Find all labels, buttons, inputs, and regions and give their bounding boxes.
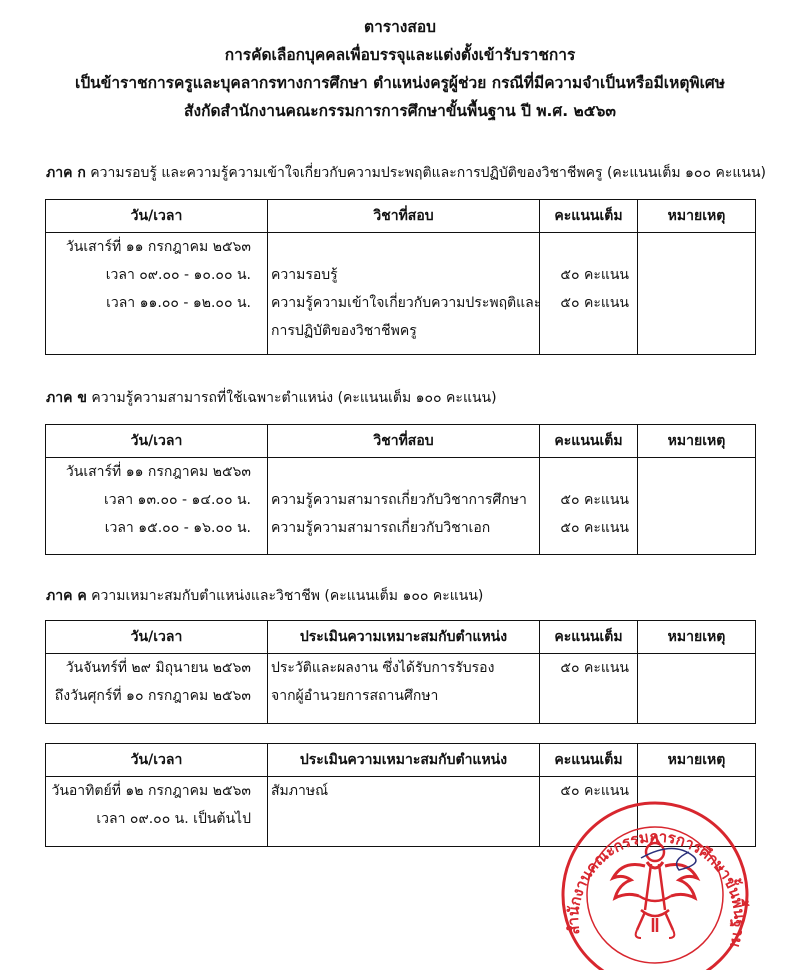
exam-time: เวลา ๐๙.๐๐ น. เป็นต้นไป [96, 811, 251, 827]
exam-time: เวลา ๑๕.๐๐ - ๑๖.๐๐ น. [104, 520, 251, 536]
part-c-table-portfolio [45, 620, 756, 724]
score-value: ๕๐ คะแนน [560, 783, 629, 799]
exam-date: ถึงวันศุกร์ที่ ๑๐ กรกฎาคม ๒๕๖๓ [54, 688, 251, 704]
header-full-score: คะแนนเต็ม [540, 621, 638, 654]
exam-date: วันเสาร์ที่ ๑๑ กรกฎาคม ๒๕๖๓ [65, 239, 251, 255]
assessment-item: สัมภาษณ์ [271, 783, 329, 799]
header-date-time: วัน/เวลา [46, 200, 268, 233]
score-cell [540, 654, 638, 724]
table-row [46, 233, 756, 355]
header-remark: หมายเหตุ [638, 621, 756, 654]
document-subtitle-3: สังกัดสำนักงานคณะกรรมการการศึกษาขั้นพื้นฐาน ปี พ.ศ. ๒๕๖๓ [184, 102, 616, 120]
exam-date: วันอาทิตย์ที่ ๑๒ กรกฎาคม ๒๕๖๓ [51, 783, 251, 799]
subject-item: ความรู้ความเข้าใจเกี่ยวกับความประพฤติและ [271, 295, 542, 311]
score-value: ๕๐ คะแนน [560, 520, 629, 536]
assessment-item: ประวัติและผลงาน ซึ่งได้รับการรับรอง [271, 660, 495, 676]
exam-date: วันจันทร์ที่ ๒๙ มิถุนายน ๒๕๖๓ [65, 660, 251, 676]
part-b-table [45, 424, 756, 555]
header-date-time: วัน/เวลา [46, 744, 268, 777]
part-a-table [45, 199, 756, 355]
header-subject: วิชาที่สอบ [268, 425, 540, 458]
part-a-title [46, 162, 766, 184]
assessment-cell [268, 777, 540, 847]
score-value: ๕๐ คะแนน [560, 492, 629, 508]
part-b-title [46, 387, 497, 409]
exam-time: เวลา ๑๑.๐๐ - ๑๒.๐๐ น. [106, 295, 251, 311]
part-c-label: ภาค ค [46, 588, 87, 604]
date-time-cell [46, 777, 268, 847]
exam-time: เวลา ๑๓.๐๐ - ๑๔.๐๐ น. [104, 492, 251, 508]
score-value: ๕๐ คะแนน [560, 660, 629, 676]
header-full-score: คะแนนเต็ม [540, 425, 638, 458]
date-time-cell [46, 654, 268, 724]
assessment-item: จากผู้อำนวยการสถานศึกษา [271, 688, 439, 704]
assessment-cell [268, 654, 540, 724]
header-date-time: วัน/เวลา [46, 425, 268, 458]
score-value: ๕๐ คะแนน [560, 267, 629, 283]
subject-item: ความรู้ความสามารถเกี่ยวกับวิชาการศึกษา [271, 492, 527, 508]
score-cell [540, 233, 638, 355]
document-title: ตารางสอบ [364, 18, 436, 36]
score-value: ๕๐ คะแนน [560, 295, 629, 311]
subject-item: ความรอบรู้ [271, 267, 338, 283]
subject-cell [268, 233, 540, 355]
subject-item: การปฏิบัติของวิชาชีพครู [271, 323, 417, 339]
header-assessment: ประเมินความเหมาะสมกับตำแหน่ง [268, 744, 540, 777]
table-row [46, 458, 756, 555]
part-b-label: ภาค ข [46, 390, 87, 406]
remark-cell [638, 458, 756, 555]
header-full-score: คะแนนเต็ม [540, 200, 638, 233]
seal-text: สำนักงานคณะกรรมการการศึกษาขั้นพื้นฐาน [563, 827, 749, 950]
document-subtitle-1: การคัดเลือกบุคคลเพื่อบรรจุและแต่งตั้งเข้ารับราชการ [224, 46, 576, 64]
subject-cell [268, 458, 540, 555]
part-b-text: ความรู้ความสามารถที่ใช้เฉพาะตำแหน่ง (คะแนนเต็ม ๑๐๐ คะแนน) [91, 390, 497, 406]
table-row [46, 654, 756, 724]
subject-item: ความรู้ความสามารถเกี่ยวกับวิชาเอก [271, 520, 491, 536]
remark-cell [638, 654, 756, 724]
part-c-title [46, 585, 483, 607]
part-a-label: ภาค ก [46, 165, 86, 181]
date-time-cell [46, 458, 268, 555]
exam-date: วันเสาร์ที่ ๑๑ กรกฎาคม ๒๕๖๓ [65, 464, 251, 480]
document-subtitle-2: เป็นข้าราชการครูและบุคลากรทางการศึกษา ตำแหน่งครูผู้ช่วย กรณีที่มีความจำเป็นหรือมีเหตุพิเศษ [75, 74, 725, 92]
part-c-text: ความเหมาะสมกับตำแหน่งและวิชาชีพ (คะแนนเต็ม ๑๐๐ คะแนน) [91, 588, 484, 604]
header-remark: หมายเหตุ [638, 200, 756, 233]
header-full-score: คะแนนเต็ม [540, 744, 638, 777]
header-subject: วิชาที่สอบ [268, 200, 540, 233]
header-assessment: ประเมินความเหมาะสมกับตำแหน่ง [268, 621, 540, 654]
remark-cell [638, 233, 756, 355]
score-cell [540, 458, 638, 555]
date-time-cell [46, 233, 268, 355]
part-a-text: ความรอบรู้ และความรู้ความเข้าใจเกี่ยวกับความประพฤติและการปฏิบัติของวิชาชีพครู (คะแนนเต็ม ๑๐๐ คะแนน) [90, 165, 766, 181]
exam-time: เวลา ๐๙.๐๐ - ๑๐.๐๐ น. [105, 267, 251, 283]
header-remark: หมายเหตุ [638, 744, 756, 777]
official-seal-icon [553, 800, 753, 970]
header-remark: หมายเหตุ [638, 425, 756, 458]
header-date-time: วัน/เวลา [46, 621, 268, 654]
